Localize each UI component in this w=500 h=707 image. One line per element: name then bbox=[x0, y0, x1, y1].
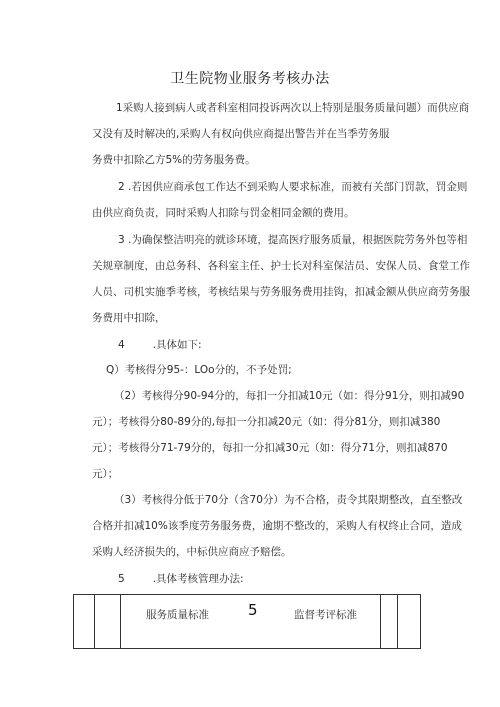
paragraph-5-text: .具体考核管理办法: bbox=[152, 573, 244, 585]
paragraph-3-line-4: 务费用中扣除， bbox=[92, 312, 166, 324]
rule-2-line-3: 元）；考核得分71-79分的，每扣一分扣减30元（如：得分71分，则扣减870 bbox=[92, 442, 448, 454]
paragraph-3-line-2: 关规章制度，由总务科、各科室主任、护士长对科室保洁员、安保人员、食堂工作 bbox=[92, 260, 470, 272]
paragraph-1-line-3: 务费中扣除乙方5%的劳务服务费。 bbox=[92, 154, 256, 166]
paragraph-2-line-1: 2 .若因供应商承包工作达不到采购人要求标准，而被有关部门罚款，罚金则 bbox=[118, 181, 468, 193]
paragraph-5-heading bbox=[118, 573, 244, 586]
paragraph-4-heading bbox=[118, 339, 202, 352]
table-divider bbox=[120, 595, 121, 648]
item-number-5: 5 bbox=[118, 573, 125, 585]
table-divider bbox=[397, 595, 398, 648]
table-header-number: 5 bbox=[248, 601, 258, 619]
paragraph-3-line-3: 人员、司机实施季考核，考核结果与劳务服务费用挂钩，扣减金额从供应商劳务服 bbox=[92, 286, 470, 298]
item-number-4: 4 bbox=[118, 339, 125, 351]
table-divider bbox=[380, 595, 381, 648]
document-title: 卫生院物业服务考核办法 bbox=[170, 71, 330, 87]
rule-2-line-4: 元）； bbox=[92, 468, 119, 480]
paragraph-3-line-1: 3 .为确保整洁明亮的就诊环境，提高医疗服务质量，根据医院劳务外包等相 bbox=[118, 234, 468, 246]
rule-3-line-3: 采购人经济损失的，中标供应商应予赔偿。 bbox=[92, 546, 292, 558]
table-header-supervision-standard: 监督考评标准 bbox=[294, 609, 357, 621]
table-header-service-standard: 服务质量标准 bbox=[146, 609, 209, 621]
rule-3-line-2: 合格并扣减10%该季度劳务服务费，逾期不整改的，采购人有权终止合同，造成 bbox=[92, 520, 462, 532]
paragraph-2-line-2: 由供应商负责，同时采购人扣除与罚金相同金额的费用。 bbox=[92, 207, 355, 219]
rule-2-line-1: （2）考核得分90-94分的，每扣一分扣减10元（如：得分91分，则扣减90 bbox=[114, 390, 465, 402]
paragraph-4-text: .具体如下: bbox=[152, 339, 202, 351]
table-divider bbox=[94, 595, 95, 648]
assessment-table bbox=[73, 594, 421, 649]
paragraph-1-line-1: 1采购人接到病人或者科室相同投诉两次以上特别是服务质量问题）而供应商 bbox=[116, 102, 470, 114]
paragraph-1-line-2: 又没有及时解决的,采购人有权向供应商提出警告并在当季劳务服 bbox=[92, 128, 390, 140]
rule-2-line-2: 元）；考核得分80-89分的,每扣一分扣减20元（如：得分81分，则扣减380 bbox=[92, 416, 441, 428]
rule-1: Q）考核得分95-：LOo分的，不予处罚; bbox=[106, 364, 292, 376]
rule-3-line-1: （3）考核得分低于70分（含70分）为不合格，责令其限期整改，直至整改 bbox=[114, 494, 463, 506]
